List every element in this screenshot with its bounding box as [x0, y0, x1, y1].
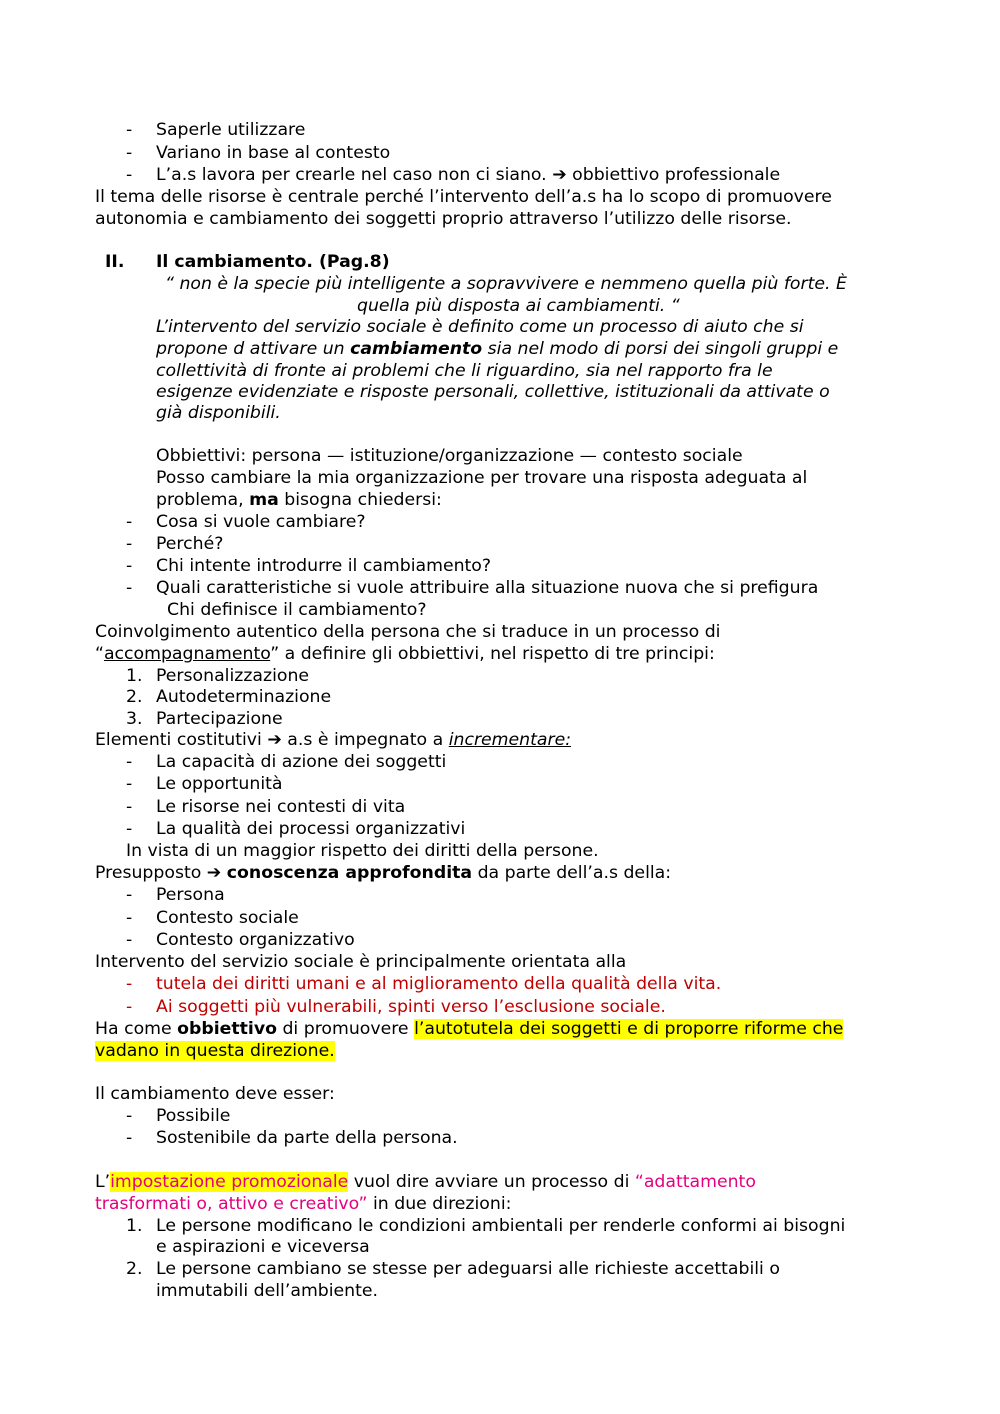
highlighted-text: l’autotutela dei soggetti e di proporre riforme che — [414, 1019, 844, 1039]
paragraph-line: Intervento del servizio sociale è principalmente orientata alla — [95, 952, 627, 972]
arrow-icon: ➔ — [267, 730, 282, 750]
paragraph-line: Il tema delle risorse è centrale perché l’intervento dell’a.s ha lo scopo di promuovere — [95, 187, 832, 207]
bullet-dash: - — [126, 120, 133, 140]
bullet-dash: - — [126, 930, 133, 950]
definition-line: già disponibili. — [156, 403, 281, 423]
paragraph-line: autonomia e cambiamento dei soggetti proprio attraverso l’utilizzo delle risorse. — [95, 209, 792, 229]
definition-line: L’intervento del servizio sociale è definito come un processo di aiuto che si — [156, 317, 804, 337]
bullet-dash: - — [126, 819, 133, 839]
paragraph-line: Ha come obbiettivo di promuovere l’autotutela dei soggetti e di proporre riforme che — [95, 1019, 844, 1039]
section-numeral: II. — [105, 252, 125, 272]
list-number: 2. — [126, 687, 143, 707]
question-item: Perché? — [156, 534, 224, 554]
principle-item: Personalizzazione — [156, 666, 310, 686]
list-number: 1. — [126, 1216, 143, 1236]
element-item: La capacità di azione dei soggetti — [156, 752, 447, 772]
element-item: La qualità dei processi organizzativi — [156, 819, 466, 839]
paragraph-line: Elementi costitutivi ➔ a.s è impegnato a incrementare: — [95, 730, 572, 750]
question-item: Cosa si vuole cambiare? — [156, 512, 366, 532]
direction-item: immutabili dell’ambiente. — [156, 1281, 379, 1301]
paragraph-line: “accompagnamento” a definire gli obbiettivi, nel rispetto di tre principi: — [95, 644, 715, 664]
presupposto-item: Persona — [156, 885, 225, 905]
element-item: Le risorse nei contesti di vita — [156, 797, 406, 817]
red-item: Ai soggetti più vulnerabili, spinti verso l’esclusione sociale. — [156, 997, 666, 1017]
bullet-dash: - — [126, 774, 133, 794]
definition-line: esigenze evidenziate e risposte personali, collettive, istituzionali da attivate o — [156, 382, 830, 402]
list-number: 2. — [126, 1259, 143, 1279]
paragraph-line — [95, 1040, 910, 1062]
bullet-dash: - — [126, 165, 133, 185]
bullet-dash: - — [126, 578, 133, 598]
presupposto-item: Contesto sociale — [156, 908, 299, 928]
quote-line: quella più disposta ai cambiamenti. “ — [357, 296, 680, 316]
paragraph-line: L’impostazione promozionale vuol dire avviare un processo di “adattamento — [95, 1172, 756, 1192]
red-item: tutela dei diritti umani e al miglioramento della qualità della vita. — [156, 974, 722, 994]
element-item: Le opportunità — [156, 774, 283, 794]
direction-item: Le persone modificano le condizioni ambientali per renderle conformi ai bisogni — [156, 1216, 846, 1236]
presupposto-item: Contesto organizzativo — [156, 930, 355, 950]
paragraph-line: In vista di un maggior rispetto dei diritti della persone. — [126, 841, 599, 861]
definition-line: collettività di fronte ai problemi che li riguardino, sia nel rapporto fra le — [156, 361, 773, 381]
bullet-item: L’a.s lavora per crearle nel caso non ci siano. ➔ obbiettivo professionale — [156, 165, 781, 185]
bullet-dash: - — [126, 885, 133, 905]
bullet-dash: - — [126, 974, 133, 994]
paragraph-line: Il cambiamento deve esser: — [95, 1084, 335, 1104]
bullet-dash: - — [126, 1128, 133, 1148]
bullet-dash: - — [126, 1106, 133, 1126]
posso-line: problema, ma bisogna chiedersi: — [156, 490, 442, 510]
bullet-item: Variano in base al contesto — [156, 143, 391, 163]
bullet-dash: - — [126, 143, 133, 163]
deve-item: Possibile — [156, 1106, 231, 1126]
paragraph-line: trasformati o, attivo e creativo” in due direzioni: — [95, 1194, 512, 1214]
bullet-dash: - — [126, 797, 133, 817]
paragraph-line: Presupposto ➔ conoscenza approfondita da parte dell’a.s della: — [95, 863, 672, 883]
definition-line: propone d attivare un cambiamento sia nel modo di porsi dei singoli gruppi e — [156, 339, 839, 359]
bullet-dash: - — [126, 556, 133, 576]
principle-item: Partecipazione — [156, 709, 283, 729]
direction-item: Le persone cambiano se stesse per adeguarsi alle richieste accettabili o — [156, 1259, 780, 1279]
bullet-item: Saperle utilizzare — [156, 120, 306, 140]
section-title: Il cambiamento. (Pag.8) — [156, 252, 390, 272]
quote-line: “ non è la specie più intelligente a sopravvivere e nemmeno quella più forte. È — [165, 274, 847, 294]
question-item: Chi intente introdurre il cambiamento? — [156, 556, 492, 576]
bullet-dash: - — [126, 534, 133, 554]
question-extra: Chi definisce il cambiamento? — [167, 600, 427, 620]
bullet-dash: - — [126, 512, 133, 532]
bullet-dash: - — [126, 997, 133, 1017]
principle-item: Autodeterminazione — [156, 687, 332, 707]
bullet-dash: - — [126, 752, 133, 772]
bullet-dash: - — [126, 908, 133, 928]
arrow-icon: ➔ — [206, 863, 222, 883]
list-number: 3. — [126, 709, 143, 729]
obiettivi-line: Obbiettivi: persona — istituzione/organizzazione — contesto sociale — [156, 446, 743, 466]
deve-item: Sostenibile da parte della persona. — [156, 1128, 458, 1148]
posso-line: Posso cambiare la mia organizzazione per trovare una risposta adeguata al — [156, 468, 808, 488]
list-number: 1. — [126, 666, 143, 686]
highlighted-text: vadano in questa direzione. — [95, 1041, 335, 1061]
question-item: Quali caratteristiche si vuole attribuire alla situazione nuova che si prefigura — [156, 578, 819, 598]
paragraph-line: Coinvolgimento autentico della persona che si traduce in un processo di — [95, 622, 721, 642]
arrow-icon: ➔ — [552, 165, 567, 185]
highlighted-text: impostazione promozionale — [110, 1172, 349, 1192]
direction-item: e aspirazioni e viceversa — [156, 1237, 370, 1257]
